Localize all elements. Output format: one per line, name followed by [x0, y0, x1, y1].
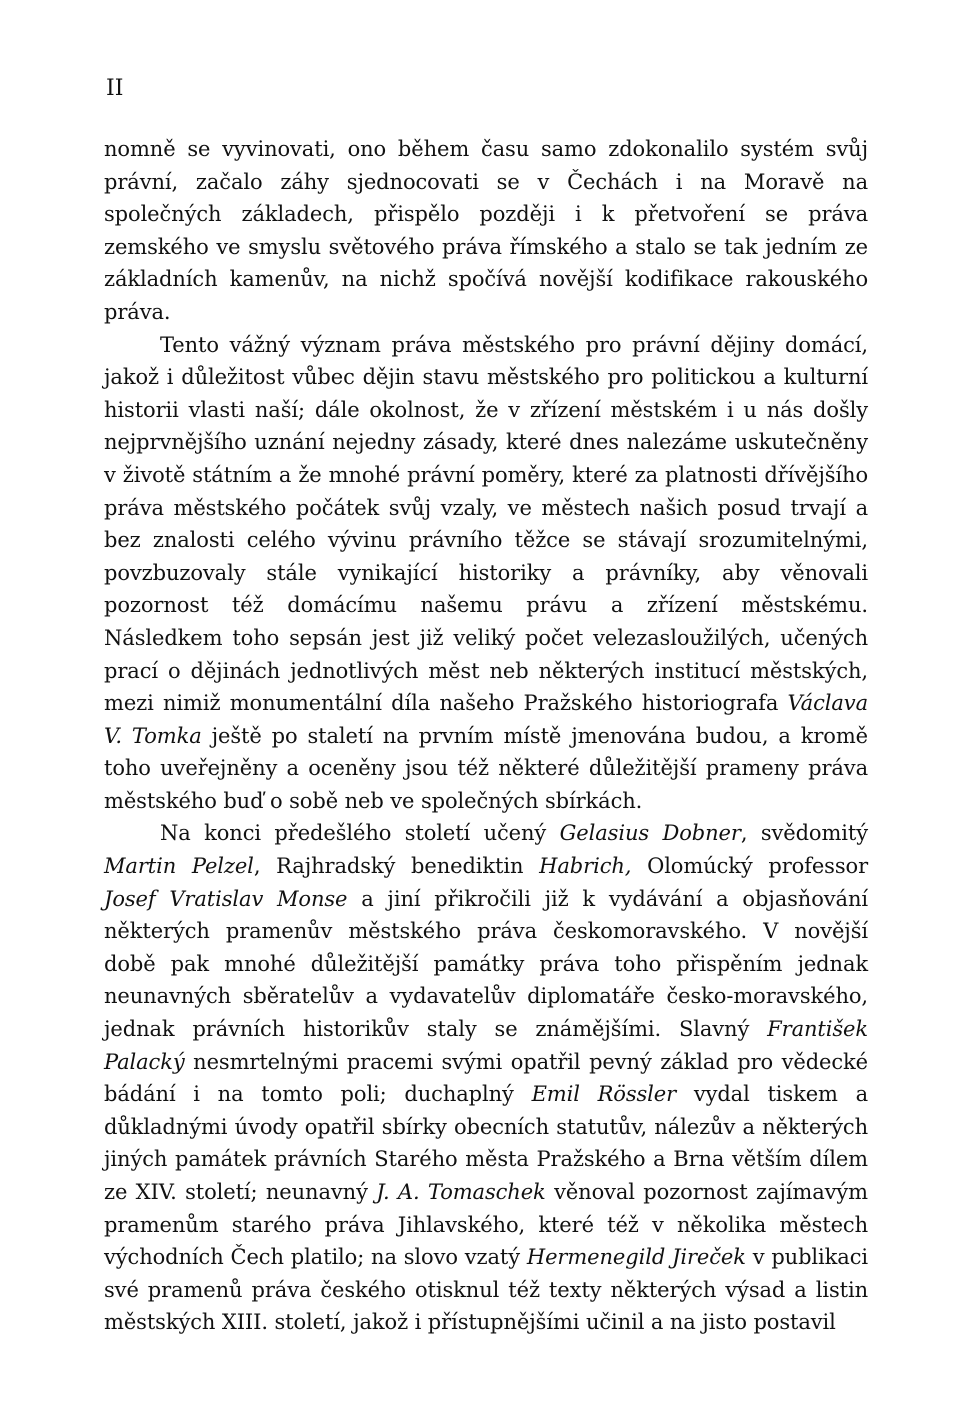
author-name-dobner: Gelasius Dobner — [559, 821, 741, 846]
author-name-tomek: Václava V. Tomka — [104, 691, 868, 748]
page-number: II — [106, 76, 124, 101]
text-segment: Tento vážný význam práva městského pro právní dějiny domácí, jakož i důležitost vůbec dějin stavu městského pro politickou a kulturní historii vlasti naší; dále okolnost, že v zřízení městském i u nás došly nejprvnějšího uznání nejedny zásady, které dnes nalezáme uskutečněny v životě státním a že mnohé právní poměry, které za platnosti dřívějšího práva městského počátek svůj vzaly, ve městech našich posud trvají a bez znalosti celého vývinu právního těžce se stávají srozumitelnými, povzbuzovaly stále vynikající historiky a právníky, aby věnovali pozornost též domácímu našemu právu a zřízení městskému. Následkem toho sepsán jest již veliký počet velezasloužilých, učených prací o dějinách jednotlivých měst neb některých institucí městských, mezi nimiž monumentální díla našeho Pražského historiografa — [104, 332, 868, 716]
paragraph-2 — [104, 329, 868, 818]
text-segment: , svědomitý — [740, 821, 869, 846]
text-segment: věnoval pozornost zajímavým pramenům starého práva Jihlavského, které též v několika městech východních Čech platilo; na slovo vzatý — [104, 1180, 868, 1270]
paragraph-1 — [104, 133, 868, 329]
text-segment: nomně se vyvinovati, ono během času samo zdokonalilo systém svůj právní, začalo záhy sjednocovati se v Čechách i na Moravě na společných základech, přispělo později i k přetvoření se práva zemského ve smyslu světového práva římského a stalo se tak jedním ze základních kamenův, na nichž spočívá novější kodifikace rakouského práva. — [104, 137, 868, 324]
author-name-tomaschek: J. A. Tomaschek — [376, 1180, 546, 1204]
text-segment: Olomúcký professor — [631, 854, 869, 879]
author-name-jirecek: Hermenegild Jireček — [526, 1245, 746, 1270]
author-name-rossler: Emil Rössler — [531, 1082, 677, 1107]
text-segment: Na konci předešlého století učený — [160, 821, 560, 846]
text-segment: vydal tiskem a důkladnými úvody opatřil sbírky obecních statutův, nálezův a některých jiných památek právních Starého města Pražského a Brna větším dílem ze XIV. století; neunavný — [104, 1082, 869, 1204]
text-segment: a jiní přikročili již k vydávání a objasňování některých pramenův městského práva českomoravského. V novější době pak mnohé důležitější památky práva toho přispěním jednak neunavných sběratelův a vydavatelův diplomatáře česko-moravského, jednak právních historikův staly se známějšími. Slavný — [104, 886, 868, 1042]
text-segment: nesmrtelnými pracemi svými opatřil pevný základ pro vědecké bádání i na tomto poli; duchaplný — [104, 1049, 868, 1107]
author-name-habrich: Habrich, — [539, 854, 632, 879]
author-name-palacky: František Palacký — [104, 1017, 868, 1074]
text-segment: ještě po staletí na prvním místě jmenována budou, a kromě toho uveřejněny a oceněny jsou též některé důležitější prameny práva městského buď o sobě neb ve společných sbírkách. — [104, 723, 868, 813]
body-text — [104, 133, 868, 1339]
text-segment: v publikaci své pramenů práva českého otisknul též texty některých výsad a listin městských XIII. století, jakož i přístupnějšími učinil a na jisto postavil — [104, 1245, 868, 1335]
author-name-monse: Josef Vratislav Monse — [104, 886, 348, 911]
text-segment: , Rajhradský benediktin — [253, 854, 540, 879]
paragraph-3 — [104, 817, 868, 1339]
author-name-pelzel: Martin Pelzel — [104, 854, 254, 879]
